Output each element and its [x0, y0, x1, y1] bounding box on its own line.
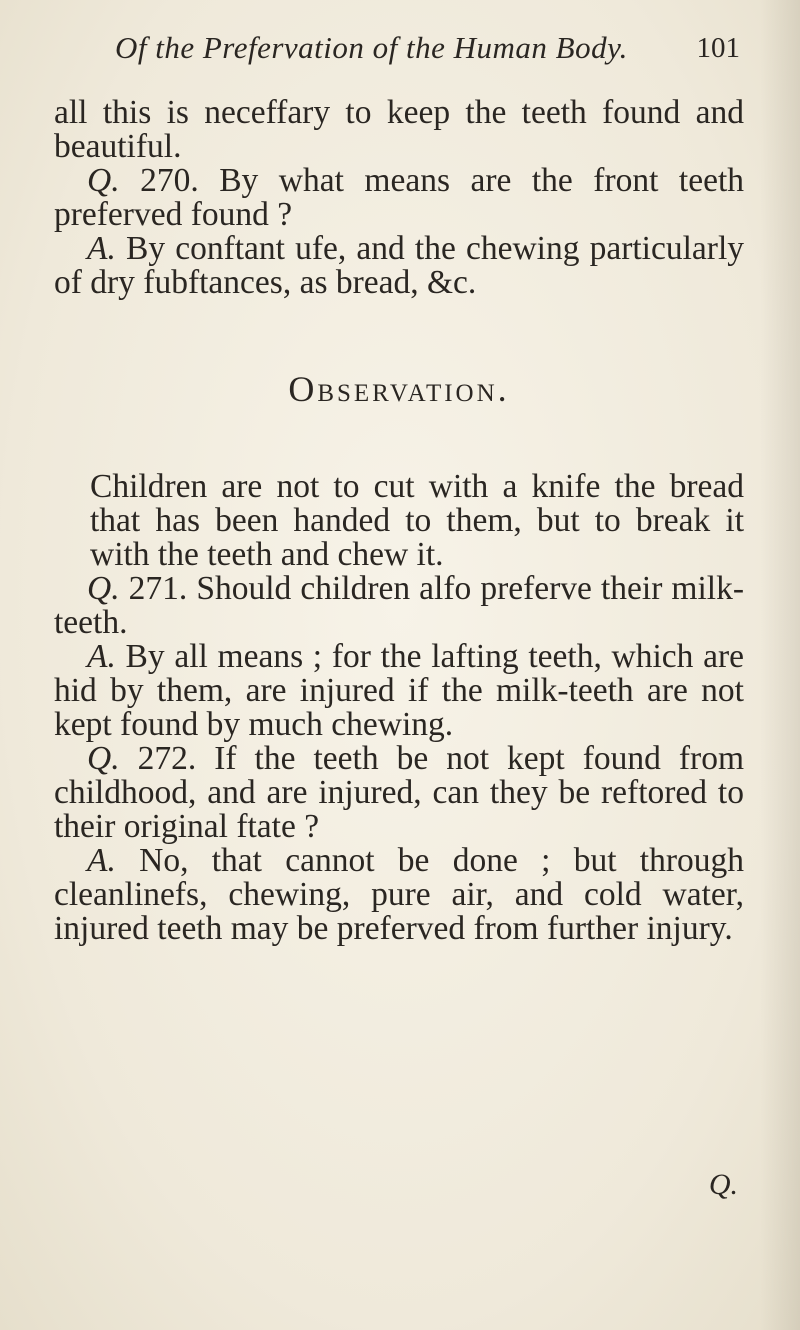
- question-270: [54, 164, 744, 232]
- question-text: 271. Should children alfo preferve their milk-teeth.: [54, 570, 745, 641]
- question-text: 272. If the teeth be not kept found from childhood, and are injured, can they be reftored to their original ftate ?: [54, 740, 745, 845]
- paragraph-continuation: all this is neceffary to keep the teeth found and beautiful.: [54, 94, 744, 165]
- answer-text: By all means ; for the lafting teeth, which are hid by them, are injured if the milk-teeth are not kept found by much chewing.: [54, 638, 744, 743]
- question-marker: Q.: [87, 570, 120, 607]
- question-272: [54, 742, 744, 844]
- observation-text: Children are not to cut with a knife the bread that has been handed to them, but to break it with the teeth and chew it.: [90, 468, 744, 573]
- answer-272: [54, 844, 744, 946]
- question-text: 270. By what means are the front teeth preferved found ?: [54, 162, 744, 233]
- answer-marker: A.: [87, 842, 116, 879]
- answer-marker: A.: [87, 230, 116, 267]
- page-edge-shadow: [760, 0, 800, 1330]
- question-271: [54, 572, 744, 640]
- answer-text: No, that cannot be done ; but through cleanlinefs, chewing, pure air, and cold water, injured teeth may be preferved from further injury.: [54, 842, 744, 947]
- answer-marker: A.: [87, 638, 116, 675]
- page-number: 101: [696, 32, 740, 64]
- question-marker: Q.: [87, 162, 120, 199]
- answer-text: By conftant ufe, and the chewing particularly of dry fubftances, as bread, &c.: [54, 230, 744, 301]
- page-body: [54, 96, 744, 946]
- catchword: Q.: [708, 1168, 738, 1201]
- answer-270: [54, 232, 744, 300]
- question-marker: Q.: [87, 740, 120, 777]
- answer-271: [54, 640, 744, 742]
- running-head: Of the Prefervation of the Human Body.: [115, 30, 628, 65]
- page-header: [115, 30, 740, 70]
- section-heading: Observation.: [288, 369, 510, 409]
